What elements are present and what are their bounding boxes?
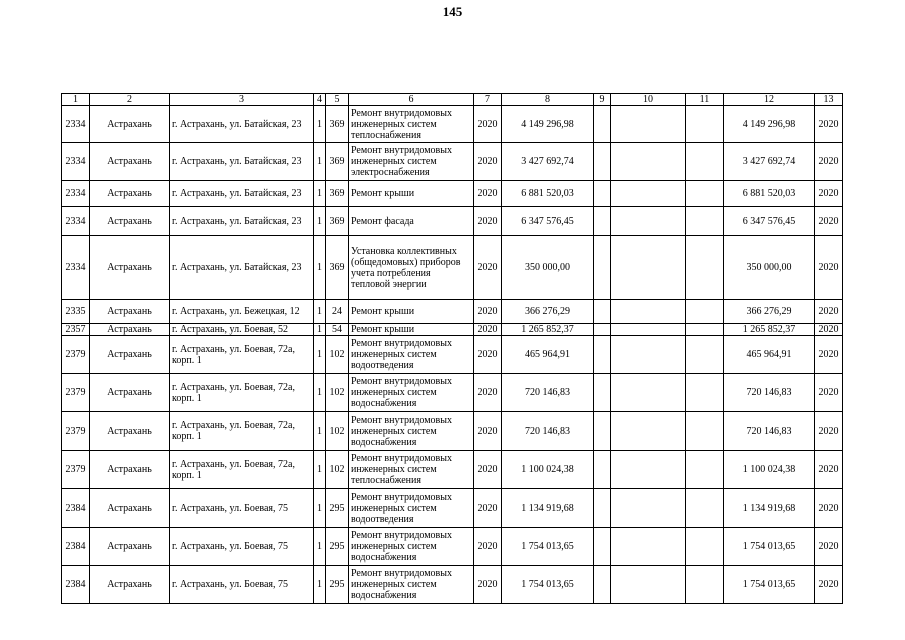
cell-work-type: Ремонт внутридомовых инженерных систем водоотведения bbox=[349, 489, 474, 528]
cell-id: 2334 bbox=[62, 207, 90, 236]
cell-year: 2020 bbox=[474, 412, 502, 451]
table-row bbox=[62, 236, 843, 300]
cell-col9 bbox=[594, 374, 611, 412]
cell-total: 1 754 013,65 bbox=[724, 566, 815, 604]
cell-address: г. Астрахань, ул. Боевая, 52 bbox=[170, 324, 314, 336]
cell-col5: 54 bbox=[326, 324, 349, 336]
cell-id: 2379 bbox=[62, 374, 90, 412]
cell-work-type: Ремонт крыши bbox=[349, 181, 474, 207]
table-row bbox=[62, 489, 843, 528]
cell-col10 bbox=[611, 300, 686, 324]
cell-work-type: Ремонт крыши bbox=[349, 324, 474, 336]
cell-city: Астрахань bbox=[90, 106, 170, 143]
cell-work-type: Ремонт внутридомовых инженерных систем водоотведения bbox=[349, 336, 474, 374]
cell-col9 bbox=[594, 566, 611, 604]
cell-col5: 295 bbox=[326, 528, 349, 566]
cell-total: 6 347 576,45 bbox=[724, 207, 815, 236]
cell-end-year: 2020 bbox=[815, 324, 843, 336]
cell-end-year: 2020 bbox=[815, 236, 843, 300]
cell-end-year: 2020 bbox=[815, 412, 843, 451]
cell-end-year: 2020 bbox=[815, 489, 843, 528]
cell-year: 2020 bbox=[474, 143, 502, 181]
cell-address: г. Астрахань, ул. Бежецкая, 12 bbox=[170, 300, 314, 324]
cell-col9 bbox=[594, 181, 611, 207]
cell-address: г. Астрахань, ул. Боевая, 72а, корп. 1 bbox=[170, 451, 314, 489]
cell-total: 720 146,83 bbox=[724, 374, 815, 412]
cell-col9 bbox=[594, 412, 611, 451]
cell-year: 2020 bbox=[474, 106, 502, 143]
cell-address: г. Астрахань, ул. Боевая, 72а, корп. 1 bbox=[170, 412, 314, 451]
cell-city: Астрахань bbox=[90, 374, 170, 412]
cell-col11 bbox=[686, 207, 724, 236]
cell-cost: 1 754 013,65 bbox=[502, 528, 594, 566]
cell-col10 bbox=[611, 528, 686, 566]
cell-col11 bbox=[686, 451, 724, 489]
cell-id: 2379 bbox=[62, 336, 90, 374]
cell-col10 bbox=[611, 181, 686, 207]
cell-col5: 102 bbox=[326, 336, 349, 374]
column-number: 1 bbox=[62, 94, 90, 106]
cell-total: 1 265 852,37 bbox=[724, 324, 815, 336]
cell-col4: 1 bbox=[314, 324, 326, 336]
cell-col10 bbox=[611, 489, 686, 528]
table-row bbox=[62, 412, 843, 451]
cell-work-type: Ремонт внутридомовых инженерных систем теплоснабжения bbox=[349, 451, 474, 489]
cell-cost: 350 000,00 bbox=[502, 236, 594, 300]
cell-address: г. Астрахань, ул. Батайская, 23 bbox=[170, 236, 314, 300]
cell-col11 bbox=[686, 324, 724, 336]
cell-col4: 1 bbox=[314, 336, 326, 374]
column-number: 4 bbox=[314, 94, 326, 106]
cell-cost: 1 134 919,68 bbox=[502, 489, 594, 528]
cell-col9 bbox=[594, 236, 611, 300]
table-row bbox=[62, 528, 843, 566]
cell-col10 bbox=[611, 207, 686, 236]
cell-col10 bbox=[611, 143, 686, 181]
cell-year: 2020 bbox=[474, 566, 502, 604]
cell-id: 2334 bbox=[62, 236, 90, 300]
cell-col9 bbox=[594, 106, 611, 143]
cell-work-type: Ремонт внутридомовых инженерных систем теплоснабжения bbox=[349, 106, 474, 143]
cell-total: 350 000,00 bbox=[724, 236, 815, 300]
cell-col11 bbox=[686, 106, 724, 143]
cell-work-type: Ремонт внутридомовых инженерных систем электроснабжения bbox=[349, 143, 474, 181]
cell-work-type: Ремонт фасада bbox=[349, 207, 474, 236]
cell-work-type: Ремонт внутридомовых инженерных систем водоснабжения bbox=[349, 412, 474, 451]
cell-col5: 369 bbox=[326, 143, 349, 181]
cell-address: г. Астрахань, ул. Батайская, 23 bbox=[170, 106, 314, 143]
table-row bbox=[62, 566, 843, 604]
cell-year: 2020 bbox=[474, 489, 502, 528]
cell-col9 bbox=[594, 336, 611, 374]
table-row bbox=[62, 336, 843, 374]
cell-col11 bbox=[686, 300, 724, 324]
cell-id: 2334 bbox=[62, 106, 90, 143]
cell-year: 2020 bbox=[474, 336, 502, 374]
cell-total: 4 149 296,98 bbox=[724, 106, 815, 143]
cell-cost: 720 146,83 bbox=[502, 374, 594, 412]
cell-col10 bbox=[611, 374, 686, 412]
cell-city: Астрахань bbox=[90, 143, 170, 181]
cell-col11 bbox=[686, 489, 724, 528]
cell-year: 2020 bbox=[474, 528, 502, 566]
cell-city: Астрахань bbox=[90, 236, 170, 300]
cell-work-type: Ремонт крыши bbox=[349, 300, 474, 324]
cell-col10 bbox=[611, 566, 686, 604]
cell-col10 bbox=[611, 451, 686, 489]
cell-total: 720 146,83 bbox=[724, 412, 815, 451]
page-number: 145 bbox=[442, 4, 463, 19]
cell-col5: 369 bbox=[326, 207, 349, 236]
cell-cost: 6 881 520,03 bbox=[502, 181, 594, 207]
cell-col9 bbox=[594, 143, 611, 181]
cell-col10 bbox=[611, 336, 686, 374]
cell-address: г. Астрахань, ул. Боевая, 75 bbox=[170, 528, 314, 566]
cell-total: 1 100 024,38 bbox=[724, 451, 815, 489]
cell-col11 bbox=[686, 236, 724, 300]
cell-col5: 295 bbox=[326, 566, 349, 604]
cell-city: Астрахань bbox=[90, 451, 170, 489]
cell-cost: 465 964,91 bbox=[502, 336, 594, 374]
cell-cost: 3 427 692,74 bbox=[502, 143, 594, 181]
cell-address: г. Астрахань, ул. Боевая, 75 bbox=[170, 489, 314, 528]
cell-total: 1 134 919,68 bbox=[724, 489, 815, 528]
column-number: 10 bbox=[611, 94, 686, 106]
cell-total: 465 964,91 bbox=[724, 336, 815, 374]
cell-year: 2020 bbox=[474, 207, 502, 236]
cell-col4: 1 bbox=[314, 106, 326, 143]
column-number: 3 bbox=[170, 94, 314, 106]
cell-col5: 369 bbox=[326, 236, 349, 300]
cell-end-year: 2020 bbox=[815, 528, 843, 566]
cell-col5: 102 bbox=[326, 451, 349, 489]
cell-year: 2020 bbox=[474, 236, 502, 300]
table-row bbox=[62, 143, 843, 181]
cell-id: 2357 bbox=[62, 324, 90, 336]
cell-col4: 1 bbox=[314, 143, 326, 181]
table-row bbox=[62, 207, 843, 236]
cell-year: 2020 bbox=[474, 181, 502, 207]
cell-address: г. Астрахань, ул. Батайская, 23 bbox=[170, 207, 314, 236]
cell-year: 2020 bbox=[474, 300, 502, 324]
cell-col5: 369 bbox=[326, 106, 349, 143]
cell-total: 1 754 013,65 bbox=[724, 528, 815, 566]
cell-address: г. Астрахань, ул. Боевая, 75 bbox=[170, 566, 314, 604]
cell-city: Астрахань bbox=[90, 528, 170, 566]
cell-col4: 1 bbox=[314, 374, 326, 412]
cell-col11 bbox=[686, 181, 724, 207]
cell-col11 bbox=[686, 336, 724, 374]
cell-col10 bbox=[611, 106, 686, 143]
cell-city: Астрахань bbox=[90, 412, 170, 451]
cell-cost: 1 100 024,38 bbox=[502, 451, 594, 489]
cell-address: г. Астрахань, ул. Боевая, 72а, корп. 1 bbox=[170, 374, 314, 412]
cell-col11 bbox=[686, 412, 724, 451]
cell-col10 bbox=[611, 236, 686, 300]
cell-city: Астрахань bbox=[90, 336, 170, 374]
table-row bbox=[62, 324, 843, 336]
cell-col5: 24 bbox=[326, 300, 349, 324]
cell-col5: 369 bbox=[326, 181, 349, 207]
cell-work-type: Ремонт внутридомовых инженерных систем водоснабжения bbox=[349, 374, 474, 412]
cell-end-year: 2020 bbox=[815, 300, 843, 324]
cell-col4: 1 bbox=[314, 181, 326, 207]
cell-col9 bbox=[594, 207, 611, 236]
cell-end-year: 2020 bbox=[815, 566, 843, 604]
column-number: 5 bbox=[326, 94, 349, 106]
cell-end-year: 2020 bbox=[815, 106, 843, 143]
cell-col10 bbox=[611, 412, 686, 451]
cell-col4: 1 bbox=[314, 566, 326, 604]
cell-end-year: 2020 bbox=[815, 374, 843, 412]
cell-total: 6 881 520,03 bbox=[724, 181, 815, 207]
table-row bbox=[62, 374, 843, 412]
table-row bbox=[62, 181, 843, 207]
cell-cost: 1 265 852,37 bbox=[502, 324, 594, 336]
cell-col9 bbox=[594, 300, 611, 324]
cell-address: г. Астрахань, ул. Батайская, 23 bbox=[170, 181, 314, 207]
cell-col4: 1 bbox=[314, 236, 326, 300]
column-number: 13 bbox=[815, 94, 843, 106]
cell-id: 2335 bbox=[62, 300, 90, 324]
column-number: 9 bbox=[594, 94, 611, 106]
column-number: 6 bbox=[349, 94, 474, 106]
cell-cost: 720 146,83 bbox=[502, 412, 594, 451]
cell-col11 bbox=[686, 374, 724, 412]
cell-col11 bbox=[686, 528, 724, 566]
cell-col10 bbox=[611, 324, 686, 336]
cell-total: 366 276,29 bbox=[724, 300, 815, 324]
cell-end-year: 2020 bbox=[815, 336, 843, 374]
cell-end-year: 2020 bbox=[815, 181, 843, 207]
column-number: 8 bbox=[502, 94, 594, 106]
cell-col9 bbox=[594, 324, 611, 336]
cell-city: Астрахань bbox=[90, 181, 170, 207]
cell-col4: 1 bbox=[314, 300, 326, 324]
cell-city: Астрахань bbox=[90, 324, 170, 336]
cell-city: Астрахань bbox=[90, 566, 170, 604]
cell-city: Астрахань bbox=[90, 207, 170, 236]
cell-col5: 102 bbox=[326, 374, 349, 412]
cell-col4: 1 bbox=[314, 451, 326, 489]
cell-id: 2379 bbox=[62, 412, 90, 451]
cell-year: 2020 bbox=[474, 451, 502, 489]
column-number: 12 bbox=[724, 94, 815, 106]
cell-id: 2379 bbox=[62, 451, 90, 489]
register-table bbox=[61, 93, 843, 604]
cell-col11 bbox=[686, 143, 724, 181]
cell-total: 3 427 692,74 bbox=[724, 143, 815, 181]
cell-col5: 102 bbox=[326, 412, 349, 451]
cell-cost: 1 754 013,65 bbox=[502, 566, 594, 604]
cell-col9 bbox=[594, 451, 611, 489]
cell-col5: 295 bbox=[326, 489, 349, 528]
column-number-row bbox=[62, 94, 843, 106]
cell-address: г. Астрахань, ул. Батайская, 23 bbox=[170, 143, 314, 181]
cell-work-type: Ремонт внутридомовых инженерных систем водоснабжения bbox=[349, 528, 474, 566]
cell-col4: 1 bbox=[314, 489, 326, 528]
cell-col11 bbox=[686, 566, 724, 604]
cell-year: 2020 bbox=[474, 374, 502, 412]
cell-end-year: 2020 bbox=[815, 207, 843, 236]
column-number: 11 bbox=[686, 94, 724, 106]
cell-col4: 1 bbox=[314, 528, 326, 566]
column-number: 7 bbox=[474, 94, 502, 106]
table-row bbox=[62, 106, 843, 143]
cell-id: 2384 bbox=[62, 528, 90, 566]
cell-col4: 1 bbox=[314, 207, 326, 236]
cell-id: 2334 bbox=[62, 181, 90, 207]
cell-city: Астрахань bbox=[90, 489, 170, 528]
cell-year: 2020 bbox=[474, 324, 502, 336]
cell-col9 bbox=[594, 528, 611, 566]
cell-city: Астрахань bbox=[90, 300, 170, 324]
table-row bbox=[62, 451, 843, 489]
cell-cost: 366 276,29 bbox=[502, 300, 594, 324]
cell-id: 2334 bbox=[62, 143, 90, 181]
cell-address: г. Астрахань, ул. Боевая, 72а, корп. 1 bbox=[170, 336, 314, 374]
cell-col4: 1 bbox=[314, 412, 326, 451]
cell-cost: 4 149 296,98 bbox=[502, 106, 594, 143]
cell-work-type: Ремонт внутридомовых инженерных систем водоснабжения bbox=[349, 566, 474, 604]
table-row bbox=[62, 300, 843, 324]
cell-id: 2384 bbox=[62, 566, 90, 604]
cell-end-year: 2020 bbox=[815, 451, 843, 489]
cell-end-year: 2020 bbox=[815, 143, 843, 181]
cell-id: 2384 bbox=[62, 489, 90, 528]
cell-col9 bbox=[594, 489, 611, 528]
cell-work-type: Установка коллективных (общедомовых) приборов учета потребления тепловой энергии bbox=[349, 236, 474, 300]
column-number: 2 bbox=[90, 94, 170, 106]
cell-cost: 6 347 576,45 bbox=[502, 207, 594, 236]
